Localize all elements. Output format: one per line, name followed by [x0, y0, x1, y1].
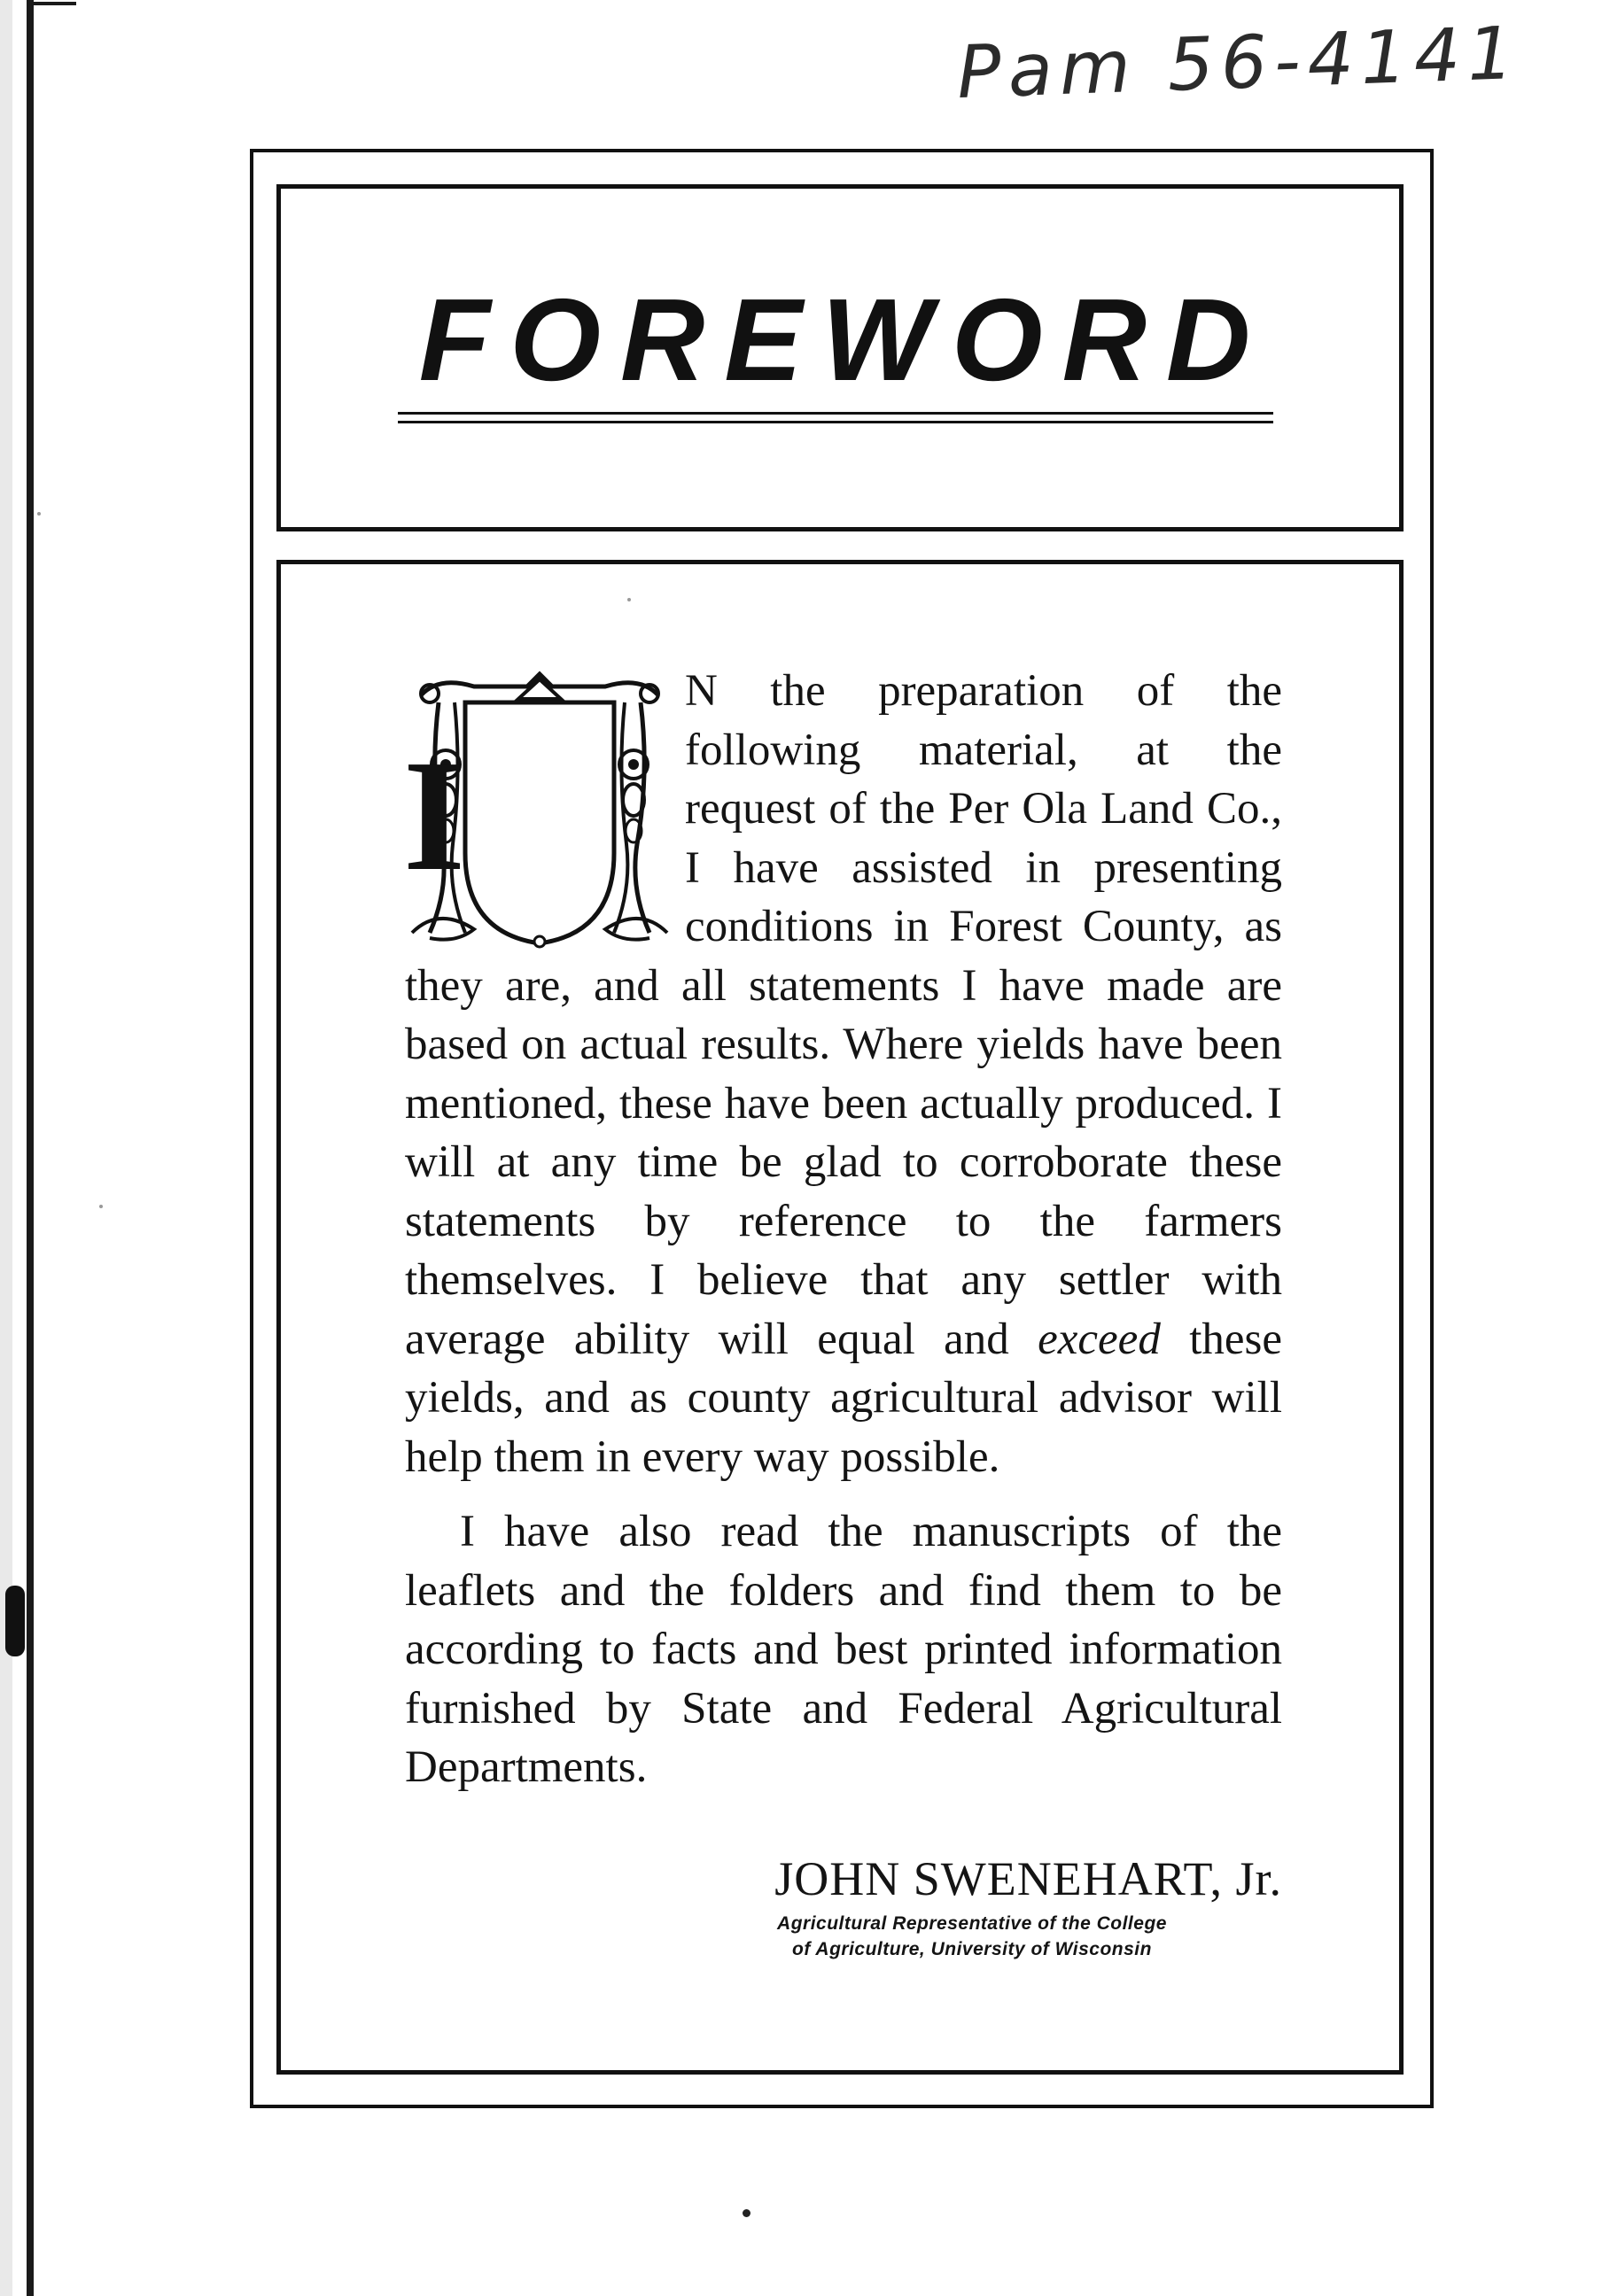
- drop-cap-letter: I: [403, 727, 466, 904]
- page-title: FOREWORD: [418, 275, 1271, 405]
- signatory-title: [706, 1911, 1238, 1962]
- paragraph-1: [405, 662, 1282, 1486]
- ornamental-drop-cap: [403, 667, 676, 950]
- page-dot: [743, 2209, 750, 2217]
- signature-block: [405, 1853, 1282, 1962]
- scan-speck: [627, 598, 631, 601]
- signatory-title-line-2: of Agriculture, University of Wisconsin: [792, 1939, 1152, 1960]
- signatory-title-line-1: Agricultural Representative of the College: [777, 1913, 1167, 1935]
- handwritten-catalog-note: Pam 56-4141: [955, 11, 1522, 116]
- binding-blob: [5, 1586, 25, 1656]
- binding-top-mark: [27, 2, 76, 5]
- scan-binding-edge: [0, 0, 12, 2296]
- paragraph-2: I have also read the manuscripts of the leaflets and the folders and find them to be according to facts and best printed information furnished by State and Federal Agricultural Departments.: [405, 1507, 1282, 1792]
- scan-speck: [37, 512, 41, 516]
- foreword-text: [405, 662, 1282, 1797]
- scan-speck: [99, 1205, 103, 1208]
- title-rule-upper: [398, 412, 1273, 415]
- title-rule-lower: [398, 421, 1273, 423]
- paragraph-1-end: these yields, and as county agricultural advisor will help them in every way possible.: [405, 1314, 1282, 1482]
- binding-line: [27, 0, 34, 2296]
- signatory-name: JOHN SWENEHART, Jr.: [774, 1852, 1282, 1905]
- body-box: [276, 560, 1404, 2075]
- title-box: [276, 184, 1404, 531]
- paragraph-1-emphasis: exceed: [1038, 1314, 1161, 1364]
- paragraph-1-text: N the preparation of the following material, at the request of the Per Ola Land Co., I have assisted in presenting conditions in Forest County, as they are, and all statements I have made are based on actual results. Where yields have been mentioned, these have been actually produced. I will at any time be glad to corroborate these statements by reference to the farmers themselves. I believe that any settler with average ability will equal and: [405, 666, 1282, 1364]
